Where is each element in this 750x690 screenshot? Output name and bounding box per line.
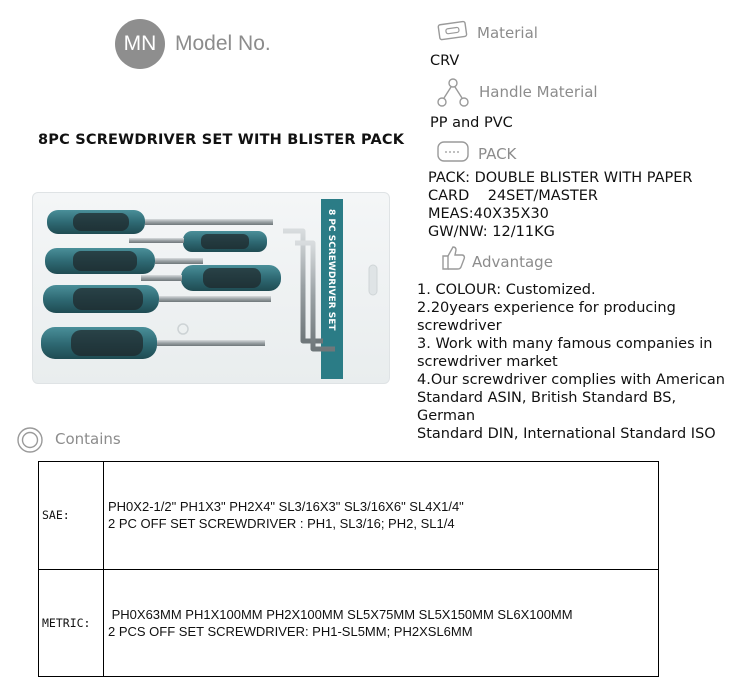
pack-line: CARD 24SET/MASTER	[428, 188, 599, 204]
advantage-line: Standard ASIN, British Standard BS,	[417, 390, 677, 406]
spec-table	[38, 461, 659, 677]
screwdriver-set-illustration	[33, 193, 389, 383]
advantage-line: 3. Work with many famous companies in	[417, 336, 713, 352]
pack-card-label: 8 PC SCREWDRIVER SET	[326, 209, 336, 331]
model-number-label: Model No.	[175, 32, 271, 55]
spec-line: 2 PCS OFF SET SCREWDRIVER: PH1-SL5MM; PH2XSL6MM	[108, 623, 473, 639]
material-value: CRV	[430, 53, 460, 69]
table-row	[39, 462, 659, 570]
product-photo	[32, 192, 390, 384]
advantage-line: 1. COLOUR: Customized.	[417, 282, 596, 298]
handle-material-label: Handle Material	[479, 83, 598, 101]
advantage-line: 4.Our screwdriver complies with American	[417, 372, 725, 388]
product-title: 8PC SCREWDRIVER SET WITH BLISTER PACK	[38, 132, 405, 148]
contains-label: Contains	[55, 430, 121, 448]
advantage-line: Standard DIN, International Standard ISO	[417, 426, 716, 442]
spec-line: PH0X2-1/2" PH1X3" PH2X4" SL3/16X3" SL3/16X6" SL4X1/4"	[108, 499, 464, 515]
pack-line: PACK: DOUBLE BLISTER WITH PAPER	[428, 170, 693, 186]
spec-line: 2 PC OFF SET SCREWDRIVER : PH1, SL3/16; PH2, SL1/4	[108, 516, 455, 532]
table-cell-value	[104, 569, 659, 677]
advantage-line: screwdriver market	[417, 354, 558, 370]
table-row	[39, 569, 659, 677]
table-cell-label: METRIC:	[39, 569, 104, 677]
advantage-line: German	[417, 408, 476, 424]
advantage-list	[417, 281, 747, 443]
material-label: Material	[477, 24, 538, 42]
package-icon	[436, 140, 470, 164]
table-cell-value	[104, 462, 659, 570]
blade-icon	[437, 20, 469, 42]
brand-logo: MN	[115, 19, 165, 69]
contains-icon	[16, 426, 44, 454]
pack-line: MEAS:40X35X30	[428, 206, 549, 222]
pack-details	[428, 169, 693, 241]
pack-line: GW/NW: 12/11KG	[428, 224, 555, 240]
pack-label: PACK	[478, 145, 517, 163]
thumbs-up-icon	[440, 244, 466, 272]
molecule-icon	[436, 77, 470, 109]
advantage-line: 2.20years experience for producing	[417, 300, 676, 316]
table-cell-label: SAE:	[39, 462, 104, 570]
advantage-label: Advantage	[472, 253, 553, 271]
advantage-line: screwdriver	[417, 318, 502, 334]
handle-material-value: PP and PVC	[430, 115, 513, 131]
spec-line: PH0X63MM PH1X100MM PH2X100MM SL5X75MM SL5X150MM SL6X100MM	[108, 606, 573, 622]
